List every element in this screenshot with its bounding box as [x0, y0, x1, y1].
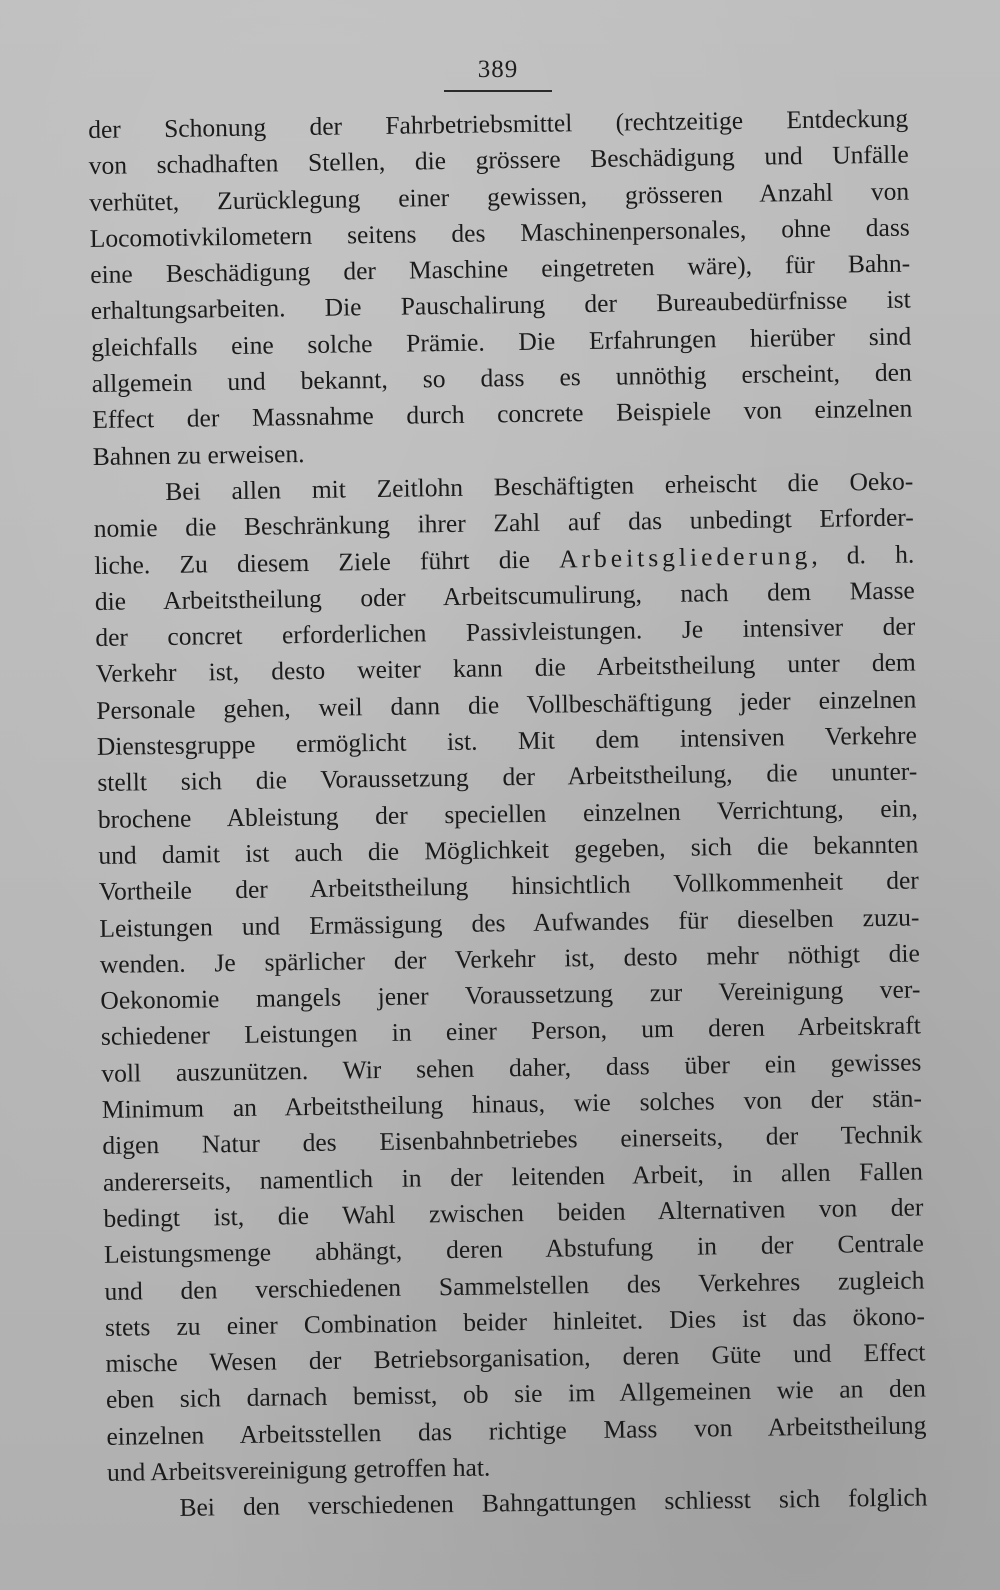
- text-line-content: Personale gehen, weil dann die Vollbeschäftigung jeder einzelnen: [96, 684, 917, 725]
- text-line-content: der Schonung der Fahrbetriebsmittel (rechtzeitige Entdeckung: [88, 103, 909, 144]
- text-line-content: Bei den verschiedenen Bahngattungen schliesst sich folglich: [179, 1482, 928, 1523]
- text-line-content: schiedener Leistungen in einer Person, um deren Arbeitskraft: [100, 1010, 922, 1052]
- text-line-content: Bei allen mit Zeitlohn Beschäftigten erheischt die Oeko-: [165, 466, 914, 506]
- text-line-content: und Arbeitsvereinigung getroffen hat.: [106, 1452, 491, 1487]
- text-line-content: die Arbeitstheilung oder Arbeitscumulirung, nach dem Masse: [94, 575, 915, 616]
- page-number: 389: [444, 56, 552, 92]
- text-line-content: mische Wesen der Betriebsorganisation, deren Güte und Effect: [105, 1337, 926, 1378]
- text-line-content: Bahnen zu erweisen.: [92, 438, 305, 471]
- text-line-content: wenden. Je spärlicher der Verkehr ist, desto mehr nöthigt die: [99, 938, 921, 979]
- text-line-content: Minimum an Arbeitstheilung hinaus, wie solches von der stän-: [101, 1083, 923, 1124]
- text-line-content: einzelnen Arbeitsstellen das richtige Mass von Arbeitstheilung: [106, 1410, 927, 1451]
- text-line-content: von schadhaften Stellen, die grössere Beschädigung und Unfälle: [88, 139, 909, 181]
- text-line-content: Leistungen und Ermässigung des Aufwandes für dieselben zuzu-: [99, 902, 920, 943]
- text-line-content: verhütet, Zurücklegung einer gewissen, grösseren Anzahl von: [89, 176, 910, 217]
- text-line-content: und den verschiedenen Sammelstellen des Verkehres zugleich: [104, 1264, 925, 1306]
- text-line-content: Leistungsmenge abhängt, deren Abstufung in der Centrale: [103, 1228, 925, 1270]
- text-line-content: Oekonomie mangels jener Voraussetzung zur Vereinigung ver-: [100, 974, 921, 1016]
- text-line-content: stellt sich die Voraussetzung der Arbeitstheilung, die ununter-: [97, 756, 918, 798]
- text-line-content: digen Natur des Eisenbahnbetriebes einerseits, der Technik: [102, 1119, 923, 1161]
- text-line-content: Effect der Massnahme durch concrete Beispiele von einzelnen: [92, 393, 913, 435]
- text-line-content: eben sich darnach bemisst, ob sie im Allgemeinen wie an den: [105, 1373, 927, 1415]
- text-line-content: Vortheile der Arbeitstheilung hinsichtlich Vollkommenheit der: [98, 865, 920, 907]
- body-text: [88, 101, 928, 1528]
- text-line-content: gleichfalls eine solche Prämie. Die Erfahrungen hierüber sind: [91, 321, 912, 362]
- text-line-content: der concret erforderlichen Passivleistungen. Je intensiver der: [95, 611, 916, 653]
- text-line-content: brochene Ableistung der speciellen einzelnen Verrichtung, ein,: [97, 793, 918, 834]
- text-line-content: Dienstesgruppe ermöglicht ist. Mit dem intensiven Verkehre: [96, 720, 917, 761]
- text-line-content: Locomotivkilometern seitens des Maschinenpersonales, ohne dass: [89, 212, 910, 253]
- text-line-content: bedingt ist, die Wahl zwischen beiden Alternativen von der: [103, 1192, 924, 1233]
- text-line-content: andererseits, namentlich in der leitenden Arbeit, in allen Fallen: [102, 1156, 924, 1197]
- text-line-content: eine Beschädigung der Maschine eingetreten wäre), für Bahn-: [90, 248, 911, 290]
- text-line-tail: , d. h.: [811, 539, 915, 570]
- text-line-content: liche. Zu diesem Ziele führt die: [94, 544, 560, 580]
- emphasized-term: Arbeitsgliederung: [558, 540, 812, 574]
- text-line-content: stets zu einer Combination beider hinleitet. Dies ist das ökono-: [104, 1301, 926, 1342]
- text-line-content: und damit ist auch die Möglichkeit gegeben, sich die bekannten: [98, 829, 919, 870]
- text-line-content: Verkehr ist, desto weiter kann die Arbeitstheilung unter dem: [95, 647, 916, 689]
- text-line-content: voll auszunützen. Wir sehen daher, dass über ein gewisses: [101, 1047, 922, 1088]
- text-line-content: erhaltungsarbeiten. Die Pauschalirung der Bureaubedürfnisse ist: [90, 285, 911, 326]
- text-line-content: nomie die Beschränkung ihrer Zahl auf das unbedingt Erforder-: [93, 502, 914, 544]
- text-line-content: allgemein und bekannt, so dass es unnöthig erscheint, den: [91, 357, 912, 399]
